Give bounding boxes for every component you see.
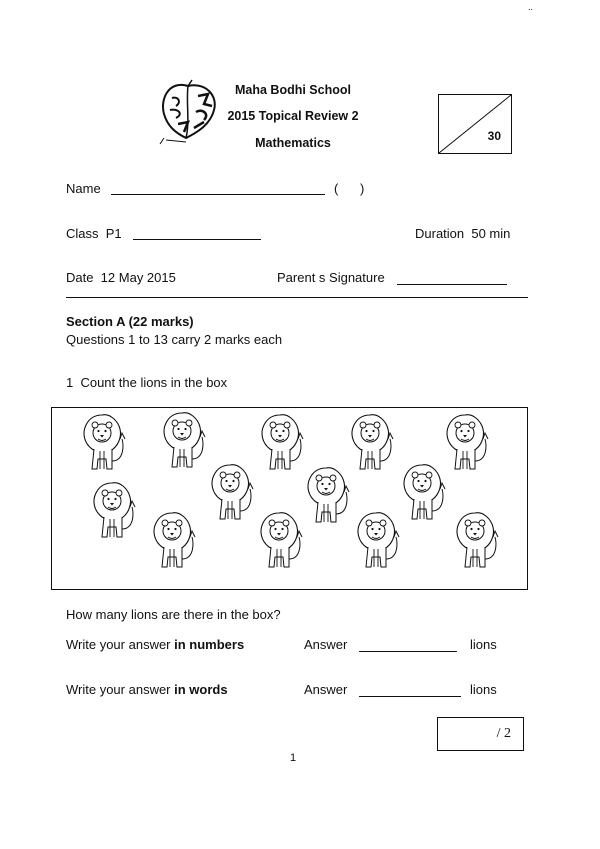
answer-label: Answer <box>304 637 348 652</box>
lion-icon <box>261 513 302 567</box>
lion-icon <box>164 413 205 467</box>
lion-icon <box>457 513 498 567</box>
lion-icon <box>404 465 445 519</box>
lion-icon <box>154 513 195 567</box>
answer-unit: lions <box>470 637 497 652</box>
score-box <box>437 717 524 751</box>
total-marks: 30 <box>487 129 501 143</box>
name-field[interactable] <box>111 194 325 195</box>
answer-words-prefix: Write your answer <box>66 682 175 697</box>
lion-icon <box>262 415 303 469</box>
answer-words-emphasis: in words <box>174 682 228 697</box>
answer-numbers-emphasis: in numbers <box>174 637 245 652</box>
header-divider <box>66 297 528 298</box>
answer-words-instruction <box>66 682 228 697</box>
lion-icon <box>94 483 135 537</box>
answer-unit: lions <box>470 682 497 697</box>
section-title: Section A (22 marks) <box>66 314 194 329</box>
subject-title: Mathematics <box>255 136 331 150</box>
register-number-brackets: ( ) <box>334 181 365 196</box>
section-instructions: Questions 1 to 13 carry 2 marks each <box>66 332 283 347</box>
answer-numbers-field[interactable] <box>359 651 457 652</box>
lion-icon <box>447 415 488 469</box>
lion-icon <box>358 513 399 567</box>
total-marks-box <box>438 94 512 154</box>
parent-signature-label: Parent s Signature <box>277 270 385 285</box>
corner-mark: .. <box>528 2 534 12</box>
answer-numbers-instruction <box>66 637 244 652</box>
answer-label: Answer <box>304 682 348 697</box>
page-number: 1 <box>290 752 297 764</box>
name-label: Name <box>66 181 101 196</box>
lion-icon <box>308 468 349 522</box>
score-text: / 2 <box>496 726 511 741</box>
lion-icon <box>352 415 393 469</box>
answer-words-field[interactable] <box>359 696 461 697</box>
question-1-prompt: 1 Count the lions in the box <box>66 375 228 390</box>
lions-box <box>51 407 528 590</box>
lion-icon <box>212 465 253 519</box>
answer-numbers-prefix: Write your answer <box>66 637 175 652</box>
class-label: Class P1 <box>66 226 122 241</box>
school-name: Maha Bodhi School <box>235 83 351 97</box>
lion-icon <box>84 415 125 469</box>
review-title: 2015 Topical Review 2 <box>227 109 359 123</box>
date-label: Date 12 May 2015 <box>66 270 176 285</box>
parent-signature-field[interactable] <box>397 284 507 285</box>
question-1-text: How many lions are there in the box? <box>66 607 281 622</box>
duration-label: Duration 50 min <box>415 226 511 241</box>
class-field[interactable] <box>133 239 261 240</box>
